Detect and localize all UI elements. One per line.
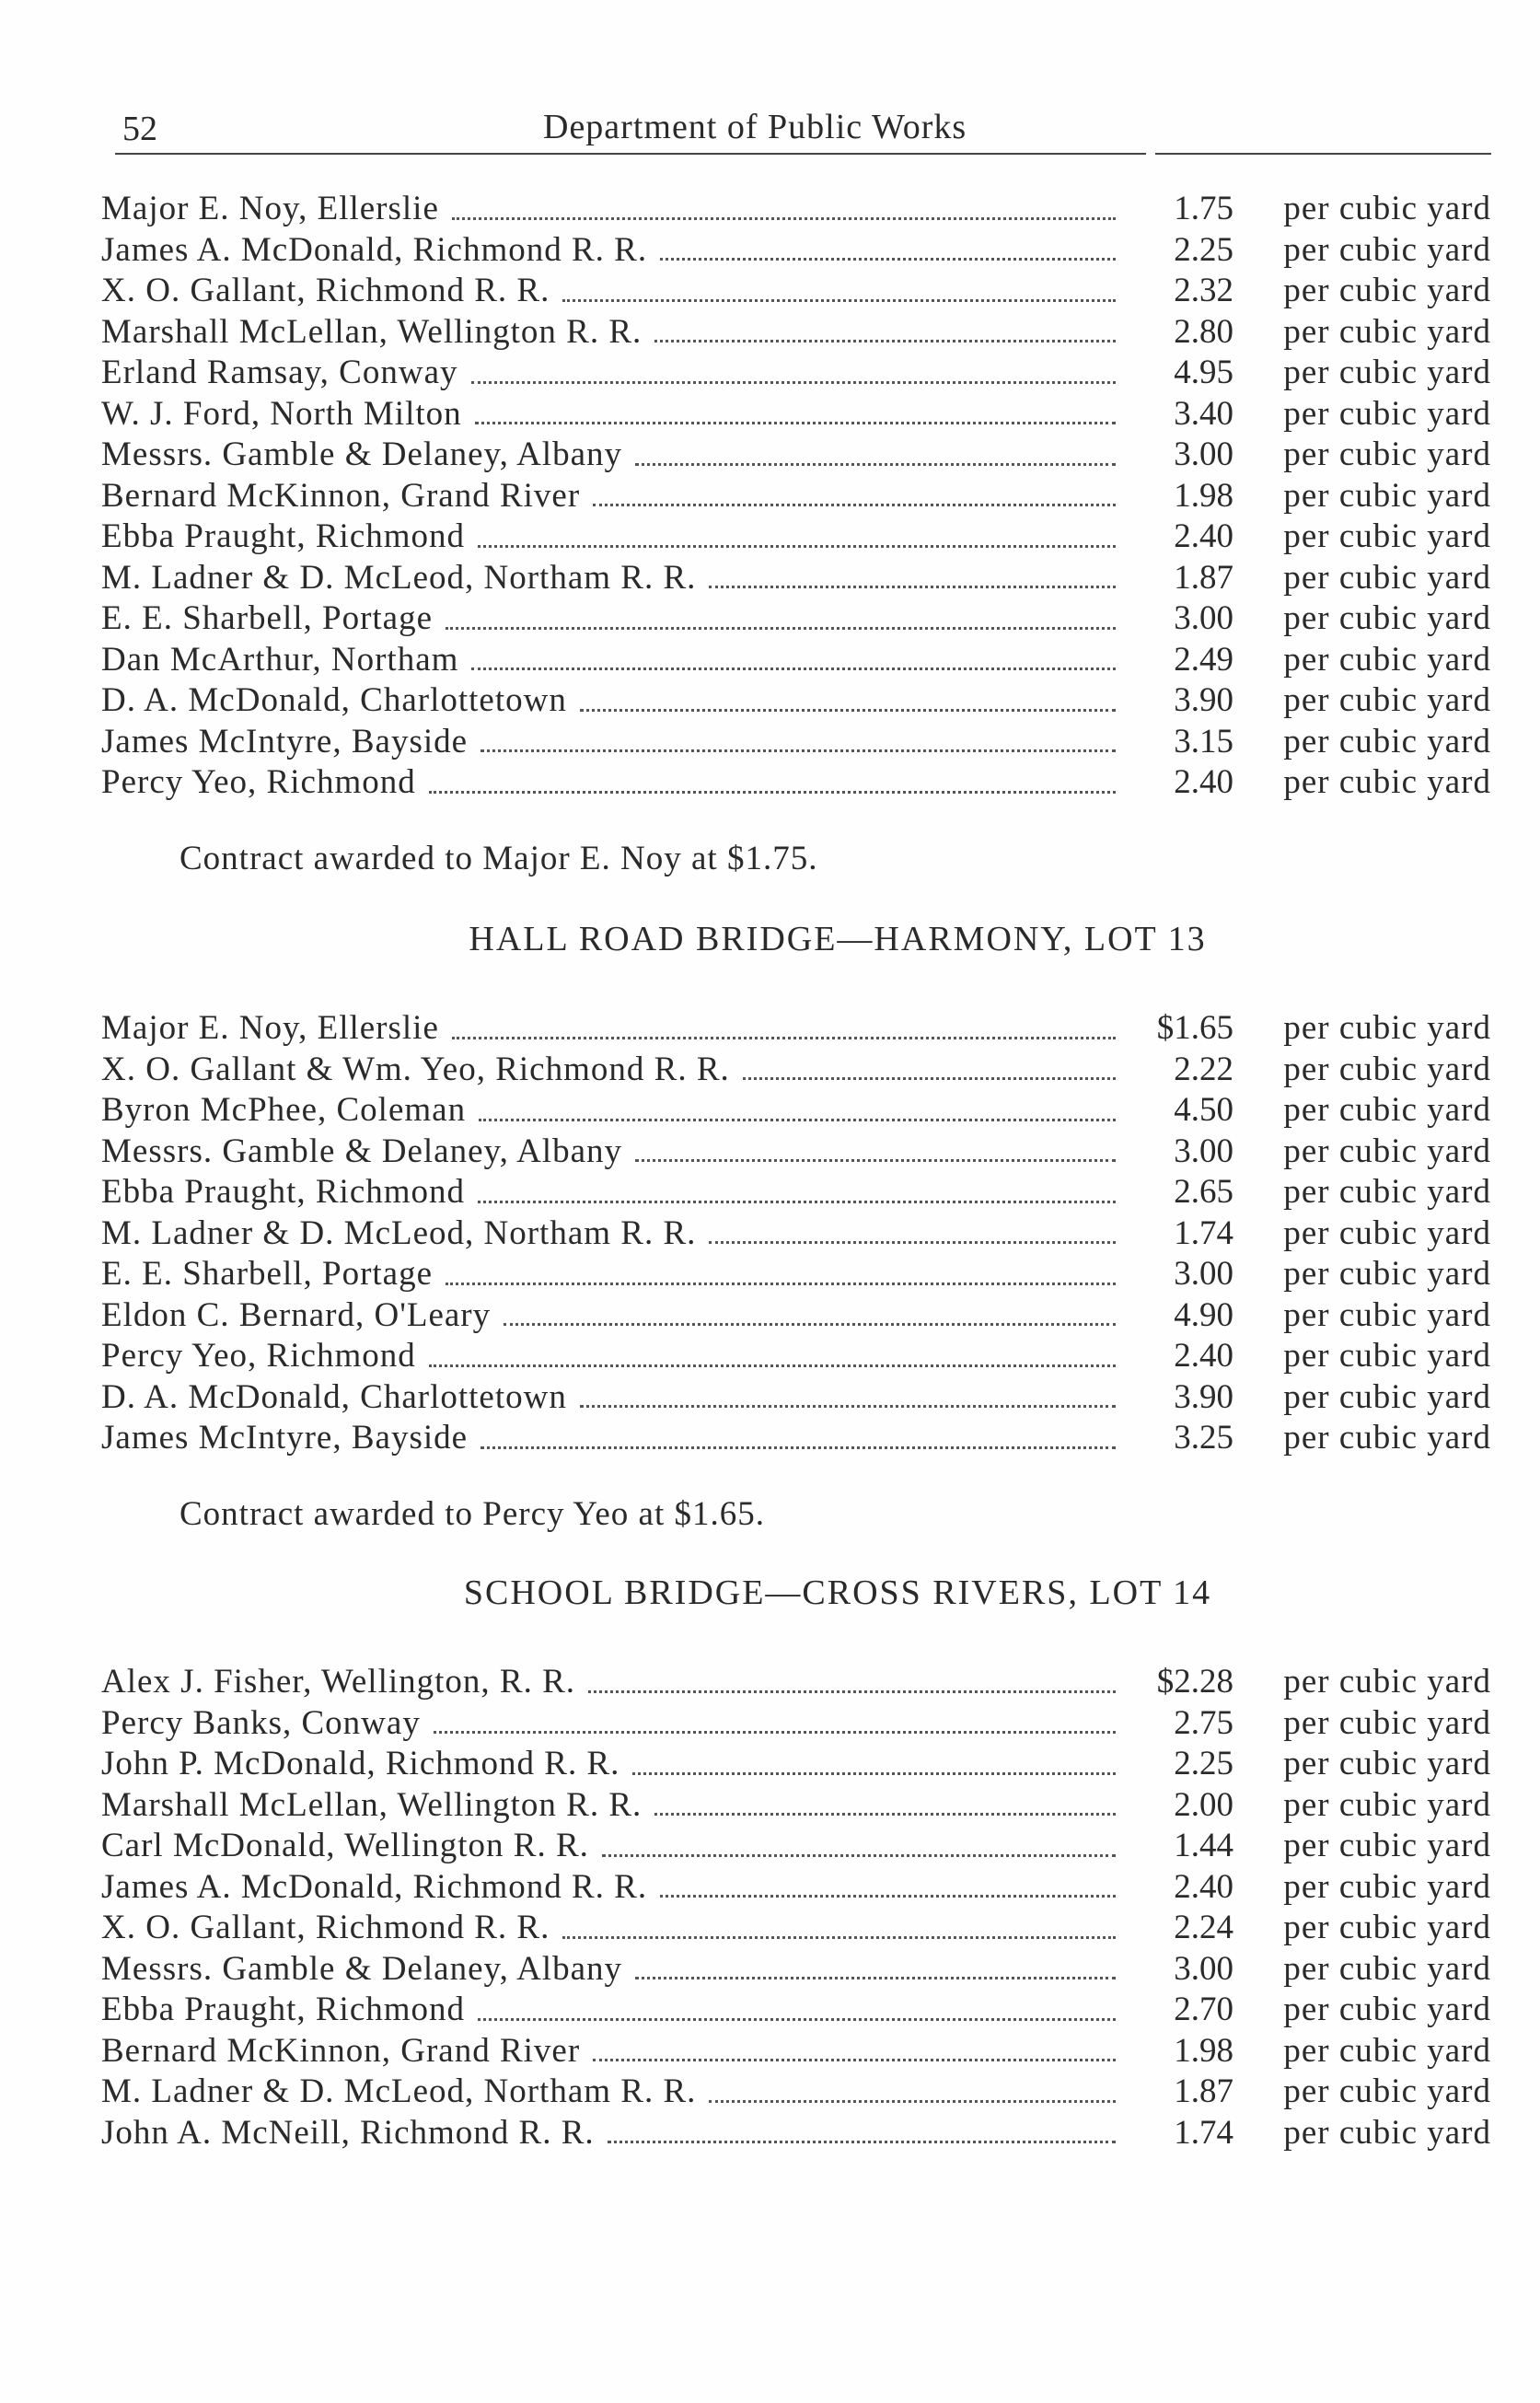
tender-row — [101, 1008, 1491, 1050]
tender-name: Messrs. Gamble & Delaney, Albany — [101, 1949, 622, 1988]
tender-row — [101, 353, 1491, 394]
dot-leader — [580, 709, 1116, 712]
dot-leader — [475, 422, 1116, 424]
tender-row — [101, 762, 1491, 804]
tender-name: Byron McPhee, Coleman — [101, 1091, 467, 1129]
tender-unit: per cubic yard — [1283, 1703, 1491, 1742]
dot-leader — [478, 545, 1116, 548]
tender-row — [101, 271, 1491, 312]
tender-unit: per cubic yard — [1283, 763, 1491, 801]
dot-leader — [602, 1854, 1116, 1857]
tender-unit: per cubic yard — [1283, 1255, 1491, 1293]
tender-row — [101, 312, 1491, 354]
dot-leader — [452, 217, 1116, 220]
dot-leader — [635, 463, 1116, 466]
tender-row — [101, 1826, 1491, 1867]
contract-award-note: Contract awarded to Major E. Noy at $1.75. — [179, 839, 818, 877]
contract-award-note: Contract awarded to Percy Yeo at $1.65. — [179, 1494, 766, 1533]
dot-leader — [632, 1772, 1116, 1775]
tender-section-1 — [101, 189, 1491, 905]
tender-name: Marshall McLellan, Wellington R. R. — [101, 1785, 643, 1824]
dot-leader — [504, 1323, 1116, 1326]
tender-row — [101, 1418, 1491, 1459]
tender-price: 2.32 — [1174, 272, 1233, 309]
tender-section-3 — [101, 1565, 1491, 2153]
tender-price: 1.87 — [1174, 2072, 1233, 2110]
tender-name: D. A. McDonald, Charlottetown — [101, 1377, 567, 1416]
tender-unit: per cubic yard — [1283, 1213, 1491, 1252]
tender-name: X. O. Gallant, Richmond R. R. — [101, 272, 550, 309]
page-header — [115, 101, 1491, 157]
dot-leader — [434, 1731, 1116, 1734]
dot-leader — [479, 1119, 1116, 1121]
tender-unit: per cubic yard — [1283, 2031, 1491, 2070]
dot-leader — [481, 1446, 1116, 1449]
tender-unit: per cubic yard — [1283, 640, 1491, 679]
tender-name: X. O. Gallant & Wm. Yeo, Richmond R. R. — [101, 1050, 730, 1088]
dot-leader — [471, 668, 1116, 670]
tender-price: 2.22 — [1174, 1050, 1233, 1088]
tender-unit: per cubic yard — [1283, 1419, 1491, 1457]
tender-price: $1.65 — [1156, 1009, 1233, 1047]
tender-name: Percy Banks, Conway — [101, 1703, 421, 1742]
tender-price: 1.74 — [1174, 2113, 1233, 2152]
tender-price: 2.40 — [1174, 1337, 1233, 1375]
tender-name: Dan McArthur, Northam — [101, 640, 459, 679]
tender-name: Percy Yeo, Richmond — [101, 1337, 416, 1375]
tender-price: 2.65 — [1174, 1173, 1233, 1211]
tender-row — [101, 2031, 1491, 2072]
dot-leader — [660, 1895, 1116, 1898]
tender-row — [101, 476, 1491, 517]
tender-unit: per cubic yard — [1283, 2072, 1491, 2110]
tender-name: Ebba Praught, Richmond — [101, 1173, 466, 1211]
dot-leader — [743, 1077, 1116, 1080]
tender-unit: per cubic yard — [1283, 1295, 1491, 1334]
tender-price: 4.90 — [1174, 1295, 1233, 1334]
tender-price: 4.50 — [1174, 1091, 1233, 1129]
tender-price: 2.49 — [1174, 640, 1233, 679]
tender-row — [101, 517, 1491, 558]
tender-name: James A. McDonald, Richmond R. R. — [101, 1867, 648, 1906]
tender-name: Major E. Noy, Ellerslie — [101, 190, 439, 227]
tender-unit: per cubic yard — [1283, 1173, 1491, 1211]
tender-row — [101, 1662, 1491, 1703]
tender-unit: per cubic yard — [1283, 2113, 1491, 2152]
tender-name: Messrs. Gamble & Delaney, Albany — [101, 1132, 622, 1170]
dot-leader — [709, 1241, 1116, 1244]
tender-row — [101, 1377, 1491, 1419]
tender-price: 1.98 — [1174, 476, 1233, 515]
dot-leader — [635, 1977, 1116, 1979]
tender-name: Bernard McKinnon, Grand River — [101, 476, 581, 515]
dot-leader — [478, 1201, 1116, 1203]
tender-unit: per cubic yard — [1283, 1091, 1491, 1129]
tender-price: 2.40 — [1174, 517, 1233, 555]
dot-leader — [654, 1813, 1116, 1816]
tender-price: $2.28 — [1156, 1663, 1233, 1701]
tender-name: Marshall McLellan, Wellington R. R. — [101, 312, 643, 351]
tender-unit: per cubic yard — [1283, 681, 1491, 719]
tender-section-2 — [101, 911, 1491, 1565]
dot-leader — [446, 627, 1116, 630]
tender-name: Erland Ramsay, Conway — [101, 354, 458, 391]
tender-price: 1.44 — [1174, 1827, 1233, 1864]
tender-unit: per cubic yard — [1283, 1337, 1491, 1375]
tender-unit: per cubic yard — [1283, 1377, 1491, 1416]
tender-unit: per cubic yard — [1283, 1663, 1491, 1701]
tender-name: M. Ladner & D. McLeod, Northam R. R. — [101, 558, 697, 597]
tender-name: Messrs. Gamble & Delaney, Albany — [101, 435, 622, 473]
section-heading: HALL ROAD BRIDGE—HARMONY, LOT 13 — [469, 920, 1207, 958]
tender-unit: per cubic yard — [1283, 476, 1491, 515]
tender-unit: per cubic yard — [1283, 435, 1491, 473]
tender-price: 2.24 — [1174, 1909, 1233, 1946]
tender-unit: per cubic yard — [1283, 354, 1491, 391]
dot-leader — [452, 1037, 1116, 1039]
tender-name: Alex J. Fisher, Wellington, R. R. — [101, 1663, 576, 1701]
tender-list — [101, 1662, 1491, 2153]
tender-price: 3.00 — [1174, 599, 1233, 637]
tender-row — [101, 230, 1491, 272]
tender-unit: per cubic yard — [1283, 1132, 1491, 1170]
tender-price: 1.74 — [1174, 1213, 1233, 1252]
tender-row — [101, 1295, 1491, 1337]
dot-leader — [660, 258, 1116, 261]
tender-price: 1.98 — [1174, 2031, 1233, 2070]
tender-row — [101, 2113, 1491, 2154]
tender-price: 2.75 — [1174, 1703, 1233, 1742]
tender-name: Carl McDonald, Wellington R. R. — [101, 1827, 589, 1864]
tender-price: 3.15 — [1174, 722, 1233, 760]
dot-leader — [654, 340, 1116, 342]
dot-leader — [562, 1936, 1116, 1939]
dot-leader — [635, 1159, 1116, 1162]
dot-leader — [588, 1690, 1116, 1693]
tender-unit: per cubic yard — [1283, 722, 1491, 760]
tender-price: 1.75 — [1174, 190, 1233, 227]
tender-unit: per cubic yard — [1283, 1949, 1491, 1988]
tender-row — [101, 1172, 1491, 1213]
tender-price: 2.70 — [1174, 1991, 1233, 2028]
tender-row — [101, 394, 1491, 435]
dot-leader — [608, 2141, 1116, 2143]
tender-name: Major E. Noy, Ellerslie — [101, 1009, 439, 1047]
tender-name: Ebba Praught, Richmond — [101, 1991, 466, 2028]
tender-row — [101, 2072, 1491, 2113]
tender-unit: per cubic yard — [1283, 312, 1491, 351]
tender-name: X. O. Gallant, Richmond R. R. — [101, 1909, 550, 1946]
tender-row — [101, 1132, 1491, 1173]
tender-name: M. Ladner & D. McLeod, Northam R. R. — [101, 2072, 697, 2110]
tender-price: 3.90 — [1174, 1377, 1233, 1416]
tender-name: E. E. Sharbell, Portage — [101, 1255, 434, 1293]
dot-leader — [562, 299, 1116, 302]
tender-list — [101, 189, 1491, 804]
dot-leader — [593, 2059, 1116, 2061]
tender-row — [101, 558, 1491, 599]
tender-name: James McIntyre, Bayside — [101, 722, 469, 760]
tender-row — [101, 1254, 1491, 1295]
tender-price: 3.25 — [1174, 1419, 1233, 1457]
tender-unit: per cubic yard — [1283, 1867, 1491, 1906]
tender-unit: per cubic yard — [1283, 1827, 1491, 1864]
dot-leader — [478, 2018, 1116, 2021]
tender-unit: per cubic yard — [1283, 599, 1491, 637]
tender-row — [101, 1990, 1491, 2031]
tender-unit: per cubic yard — [1283, 230, 1491, 269]
tender-unit: per cubic yard — [1283, 1909, 1491, 1946]
tender-unit: per cubic yard — [1283, 1745, 1491, 1782]
tender-price: 3.00 — [1174, 435, 1233, 473]
tender-row — [101, 1867, 1491, 1909]
page-title: Department of Public Works — [543, 108, 967, 146]
tender-row — [101, 598, 1491, 640]
tender-name: Percy Yeo, Richmond — [101, 763, 416, 801]
tender-name: James McIntyre, Bayside — [101, 1419, 469, 1457]
tender-unit: per cubic yard — [1283, 1785, 1491, 1824]
tender-row — [101, 680, 1491, 722]
tender-unit: per cubic yard — [1283, 272, 1491, 309]
tender-unit: per cubic yard — [1283, 558, 1491, 597]
tender-row — [101, 640, 1491, 681]
tender-unit: per cubic yard — [1283, 190, 1491, 227]
tender-price: 2.25 — [1174, 230, 1233, 269]
section-heading: SCHOOL BRIDGE—CROSS RIVERS, LOT 14 — [463, 1573, 1212, 1612]
header-rule — [1155, 153, 1491, 155]
dot-leader — [429, 1364, 1116, 1367]
tender-price: 2.40 — [1174, 763, 1233, 801]
tender-name: John P. McDonald, Richmond R. R. — [101, 1745, 620, 1782]
tender-price: 2.40 — [1174, 1867, 1233, 1906]
tender-price: 3.00 — [1174, 1255, 1233, 1293]
tender-name: Ebba Praught, Richmond — [101, 517, 466, 555]
tender-list — [101, 1008, 1491, 1459]
tender-row — [101, 1050, 1491, 1091]
tender-name: Bernard McKinnon, Grand River — [101, 2031, 581, 2070]
tender-row — [101, 1703, 1491, 1745]
tender-name: E. E. Sharbell, Portage — [101, 599, 434, 637]
tender-name: John A. McNeill, Richmond R. R. — [101, 2113, 595, 2152]
tender-row — [101, 1785, 1491, 1827]
tender-unit: per cubic yard — [1283, 394, 1491, 433]
tender-row — [101, 1213, 1491, 1255]
tender-price: 4.95 — [1174, 354, 1233, 391]
tender-unit: per cubic yard — [1283, 517, 1491, 555]
dot-leader — [429, 791, 1116, 794]
tender-row — [101, 1908, 1491, 1949]
dot-leader — [580, 1405, 1116, 1408]
tender-price: 3.00 — [1174, 1949, 1233, 1988]
tender-name: James A. McDonald, Richmond R. R. — [101, 230, 648, 269]
tender-price: 3.00 — [1174, 1132, 1233, 1170]
tender-name: M. Ladner & D. McLeod, Northam R. R. — [101, 1213, 697, 1252]
dot-leader — [471, 381, 1117, 384]
tender-unit: per cubic yard — [1283, 1050, 1491, 1088]
page-number: 52 — [122, 110, 157, 148]
tender-name: D. A. McDonald, Charlottetown — [101, 681, 567, 719]
tender-row — [101, 722, 1491, 763]
tender-price: 2.00 — [1174, 1785, 1233, 1824]
dot-leader — [593, 504, 1116, 506]
dot-leader — [481, 749, 1116, 752]
tender-unit: per cubic yard — [1283, 1009, 1491, 1047]
tender-price: 2.25 — [1174, 1745, 1233, 1782]
tender-unit: per cubic yard — [1283, 1991, 1491, 2028]
tender-row — [101, 1744, 1491, 1785]
dot-leader — [709, 2100, 1116, 2103]
tender-row — [101, 189, 1491, 230]
tender-price: 2.80 — [1174, 312, 1233, 351]
tender-name: Eldon C. Bernard, O'Leary — [101, 1295, 492, 1334]
tender-row — [101, 1949, 1491, 1991]
tender-row — [101, 435, 1491, 476]
tender-price: 3.40 — [1174, 394, 1233, 433]
tender-row — [101, 1090, 1491, 1132]
dot-leader — [709, 586, 1116, 588]
dot-leader — [446, 1283, 1116, 1285]
tender-row — [101, 1336, 1491, 1377]
tender-name: W. J. Ford, North Milton — [101, 394, 462, 433]
tender-price: 1.87 — [1174, 558, 1233, 597]
tender-price: 3.90 — [1174, 681, 1233, 719]
header-rule — [115, 153, 1146, 155]
